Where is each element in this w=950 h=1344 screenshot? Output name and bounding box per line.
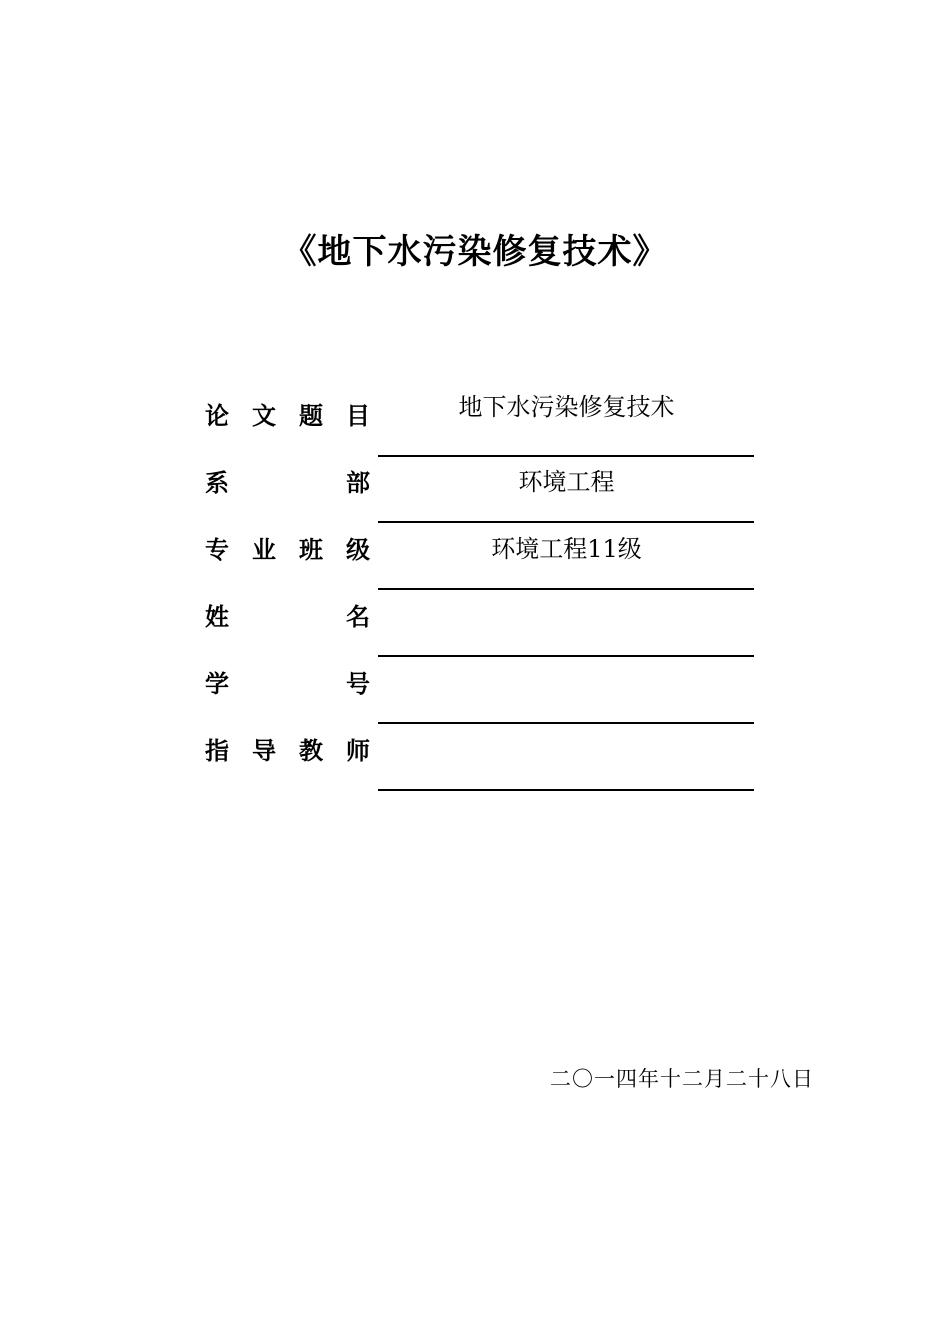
page-title: 《地下水污染修复技术》 bbox=[282, 232, 668, 272]
field-label bbox=[205, 530, 370, 570]
label-char: 题 bbox=[299, 401, 323, 430]
label-char: 号 bbox=[346, 669, 370, 698]
field-label bbox=[205, 396, 370, 436]
label-char: 导 bbox=[252, 736, 276, 765]
label-char: 指 bbox=[205, 736, 229, 765]
field-value: 环境工程 bbox=[518, 468, 615, 496]
field-underline bbox=[378, 655, 754, 657]
label-char: 系 bbox=[205, 468, 229, 497]
field-underline bbox=[378, 789, 754, 791]
label-char: 论 bbox=[205, 401, 229, 430]
field-value: 环境工程11级 bbox=[491, 535, 642, 563]
field-row-thesis-title bbox=[0, 393, 950, 462]
label-char: 名 bbox=[346, 602, 370, 631]
label-char: 级 bbox=[346, 535, 370, 564]
label-char: 学 bbox=[205, 669, 229, 698]
label-char: 师 bbox=[346, 736, 370, 765]
field-underline bbox=[378, 722, 754, 724]
label-char: 目 bbox=[346, 401, 370, 430]
field-label bbox=[205, 664, 370, 704]
label-char: 部 bbox=[346, 468, 370, 497]
field-row-advisor bbox=[0, 731, 950, 797]
field-row-department bbox=[0, 463, 950, 529]
field-value: 地下水污染修复技术 bbox=[458, 393, 675, 421]
label-char: 业 bbox=[252, 535, 276, 564]
field-label bbox=[205, 731, 370, 771]
field-row-student-id bbox=[0, 664, 950, 730]
field-row-class bbox=[0, 530, 950, 596]
label-char: 班 bbox=[299, 535, 323, 564]
field-underline bbox=[378, 521, 754, 523]
label-char: 文 bbox=[252, 401, 276, 430]
document-date: 二〇一四年十二月二十八日 bbox=[550, 1067, 814, 1091]
field-label bbox=[205, 463, 370, 503]
label-char: 专 bbox=[205, 535, 229, 564]
field-label bbox=[205, 597, 370, 637]
label-char: 姓 bbox=[205, 602, 229, 631]
label-char: 教 bbox=[299, 736, 323, 765]
field-underline bbox=[378, 588, 754, 590]
field-row-name bbox=[0, 597, 950, 663]
field-underline bbox=[378, 455, 754, 457]
